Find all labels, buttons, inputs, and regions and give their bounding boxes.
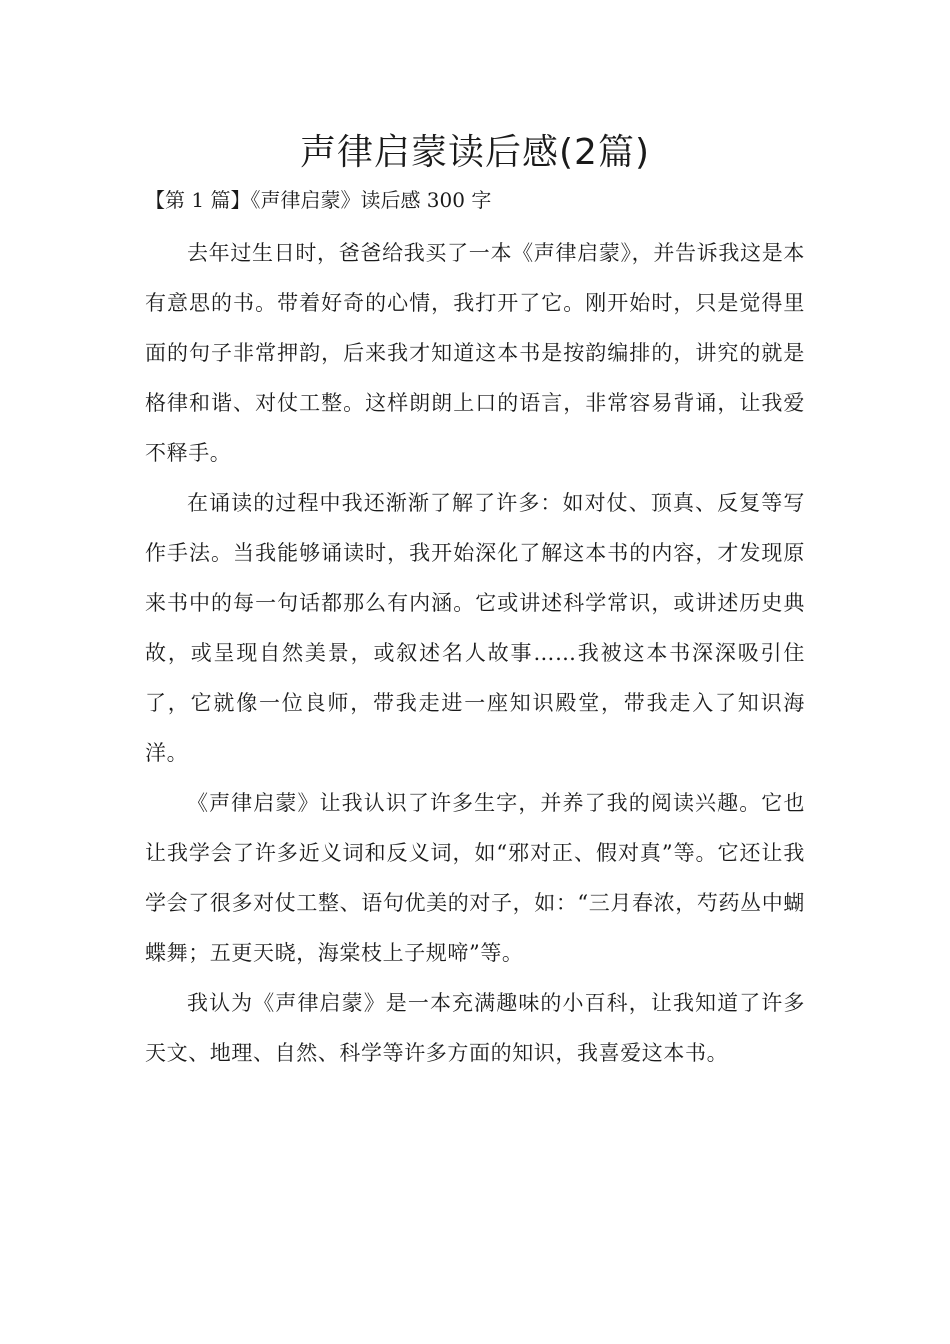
paragraph: 我认为《声律启蒙》是一本充满趣味的小百科，让我知道了许多天文、地理、自然、科学等许多方面的知识，我喜爱这本书。: [145, 991, 805, 1065]
essay-body: [145, 228, 805, 1078]
document-title: 声律启蒙读后感(2篇): [300, 132, 650, 173]
section-heading: 【第 1 篇】《声律启蒙》读后感 300 字: [145, 188, 492, 212]
paragraph: 在诵读的过程中我还渐渐了解了许多：如对仗、顶真、反复等写作手法。当我能够诵读时，我开始深化了解这本书的内容，才发现原来书中的每一句话都那么有内涵。它或讲述科学常识，或讲述历史典故，或呈现自然美景，或叙述名人故事……我被这本书深深吸引住了，它就像一位良师，带我走进一座知识殿堂，带我走入了知识海洋。: [145, 491, 805, 765]
paragraph: 《声律启蒙》让我认识了许多生字，并养了我的阅读兴趣。它也让我学会了许多近义词和反义词，如“邪对正、假对真”等。它还让我学会了很多对仗工整、语句优美的对子，如：“三月春浓，芍药丛中蝴蝶舞；五更天晓，海棠枝上子规啼”等。: [145, 791, 805, 965]
paragraph: 去年过生日时，爸爸给我买了一本《声律启蒙》，并告诉我这是本有意思的书。带着好奇的心情，我打开了它。刚开始时，只是觉得里面的句子非常押韵，后来我才知道这本书是按韵编排的，讲究的就是格律和谐、对仗工整。这样朗朗上口的语言，非常容易背诵，让我爱不释手。: [145, 241, 805, 465]
